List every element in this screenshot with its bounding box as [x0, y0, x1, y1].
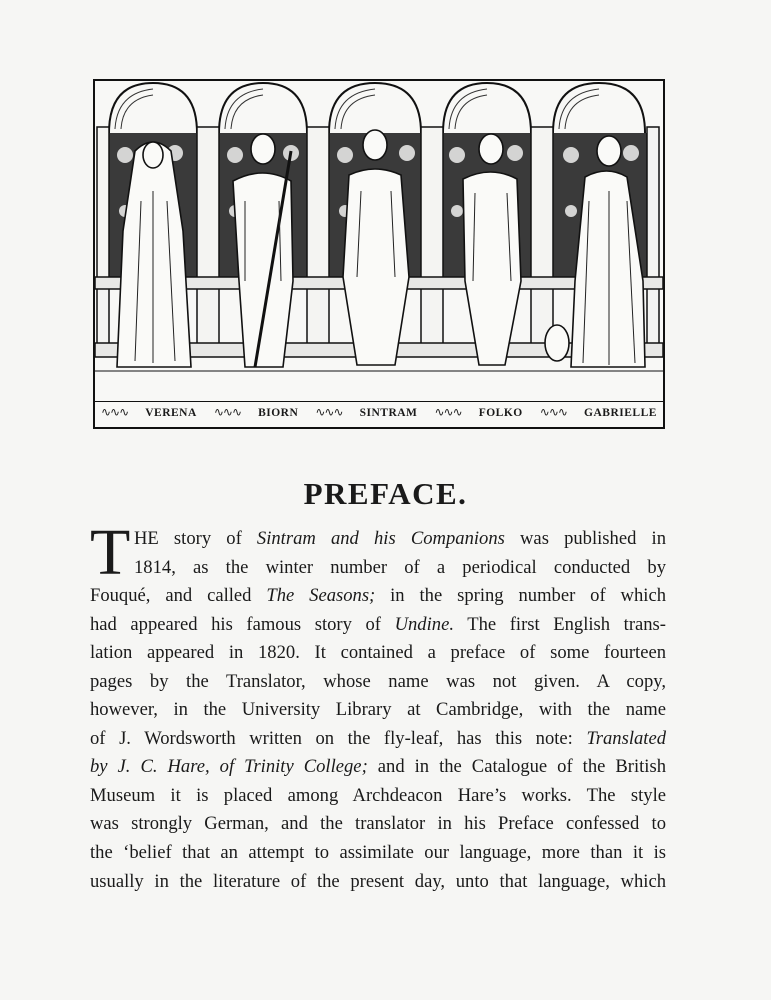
- swash-ornament: ∿∿∿: [539, 405, 567, 419]
- text-line: had appeared his famous story of Undine. The first English trans-: [90, 613, 666, 635]
- text-line: however, in the University Library at Cambridge, with the name: [90, 699, 666, 721]
- text-line: HE story of Sintram and his Companions was published in: [134, 528, 666, 549]
- drop-cap: T: [90, 516, 131, 589]
- swash-ornament: ∿∿∿: [434, 405, 462, 419]
- caption-folko: FOLKO: [478, 406, 523, 419]
- text-line: usually in the literature of the present day, unto that language, which: [90, 870, 666, 892]
- page-title: PREFACE.: [303, 476, 468, 511]
- text-line: lation appeared in 1820. It contained a preface of some fourteen: [90, 642, 666, 664]
- text-line: the ‘belief that an attempt to assimilate our language, more than it is: [90, 842, 666, 864]
- text-line: was strongly German, and the translator in his Preface confessed to: [90, 813, 666, 835]
- text-line: pages by the Translator, whose name was not given. A copy,: [90, 670, 666, 692]
- caption-sintram: SINTRAM: [359, 406, 418, 419]
- frontispiece-illustration: [93, 79, 665, 429]
- caption-verena: VERENA: [145, 406, 197, 419]
- preface-text: [90, 516, 667, 896]
- caption-biorn: BIORN: [258, 406, 299, 419]
- text-line: of J. Wordsworth written on the fly-leaf, has this note: Translated: [90, 727, 666, 749]
- text-line: Fouqué, and called The Seasons; in the spring number of which: [90, 585, 667, 607]
- arcade-figures-engraving: [95, 81, 663, 427]
- text-line: Museum it is placed among Archdeacon Hare’s works. The style: [90, 784, 666, 806]
- swash-ornament: ∿∿∿: [213, 405, 242, 419]
- swash-ornament: ∿∿∿: [315, 405, 343, 419]
- figure-captions: [95, 401, 663, 423]
- text-line: 1814, as the winter number of a periodical conducted by: [134, 556, 666, 578]
- swash-ornament: ∿∿∿: [101, 405, 129, 419]
- text-line: by J. C. Hare, of Trinity College; and in the Catalogue of the British: [90, 756, 666, 778]
- caption-gabrielle: GABRIELLE: [584, 406, 657, 419]
